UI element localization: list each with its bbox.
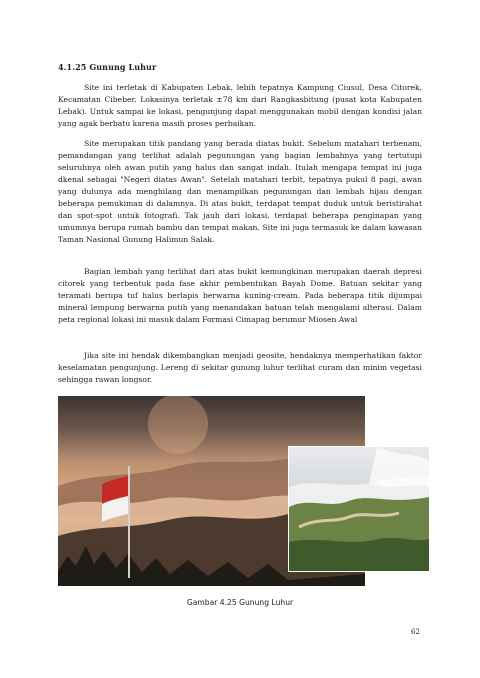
photo-valley-inset <box>288 446 430 572</box>
figure-gunung-luhur <box>58 396 428 586</box>
paragraph-location: Site ini terletak di Kabupaten Lebak, lebih tepatnya Kampung Ciusul, Desa Citorek, Kecamatan Cibeber. Lokasinya terletak ±78 km dari Rangkasbitung (pusat kota Kabupaten Lebak). Untuk sampai ke lokasi, pengunjung dapat menggunakan mobil dengan kondisi jalan yang agak berbatu karena masih proses perbaikan. <box>58 83 422 128</box>
paragraph-description: Site merupakan titik pandang yang berada diatas bukit. Sebelum matahari terbenam, pemandangan yang terlihat adalah pegunungan yang bagian lembahnya yang tertutupi seluruhnya oleh awan putih yang halus dan sangat indah. Itulah mengapa tempat ini juga dkenal sebagai "Negeri diatas Awan". Setelah matahari terbit, tepatnya pukul 8 pagi, awan yang dulunya ada menghilang dan menampilkan pegunungan dan lembah hijau dengan beberapa pemukiman di dalamnya. Di atas bukit, terdapat tempat duduk untuk beristirahat dan spot-spot untuk fotografi. Tak jauh dari lokasi, terdapat beberapa penginapan yang umumnya berupa rumah bambu dan tempat makan. Site ini juga termasuk ke dalam kawasan Taman Nasional Gunung Halimun Salak. <box>58 139 422 244</box>
photo-valley-inset-illustration <box>289 447 429 571</box>
paragraph-geology: Bagian lembah yang terlihat dari atas bukit kemungkinan merupakan daerah depresi citorek yang terbentuk pada fase akhir pembentukan Bayah Dome. Batuan sekitar yang teramati berupa tuf halus berlapis berwarna kuning-cream. Pada beberapa titik dijumpai mineral lempung berwarna putih yang menandakan batuan telah mengalami alterasi. Dalam peta regional lokasi ini masuk dalam Formasi Cimapag berumur Miosen Awal <box>58 267 422 324</box>
section-heading: 4.1.25 Gunung Luhur <box>58 62 157 72</box>
page-number: 62 <box>411 628 420 636</box>
paragraph-recommendation: Jika site ini hendak dikembangkan menjadi geosite, hendaknya memperhatikan faktor keselamatan pengunjung. Lereng di sekitar gunung luhur terlihat curam dan minim vegetasi sehingga rawan longsor. <box>58 351 422 384</box>
figure-caption: Gambar 4.25 Gunung Luhur <box>186 598 294 607</box>
